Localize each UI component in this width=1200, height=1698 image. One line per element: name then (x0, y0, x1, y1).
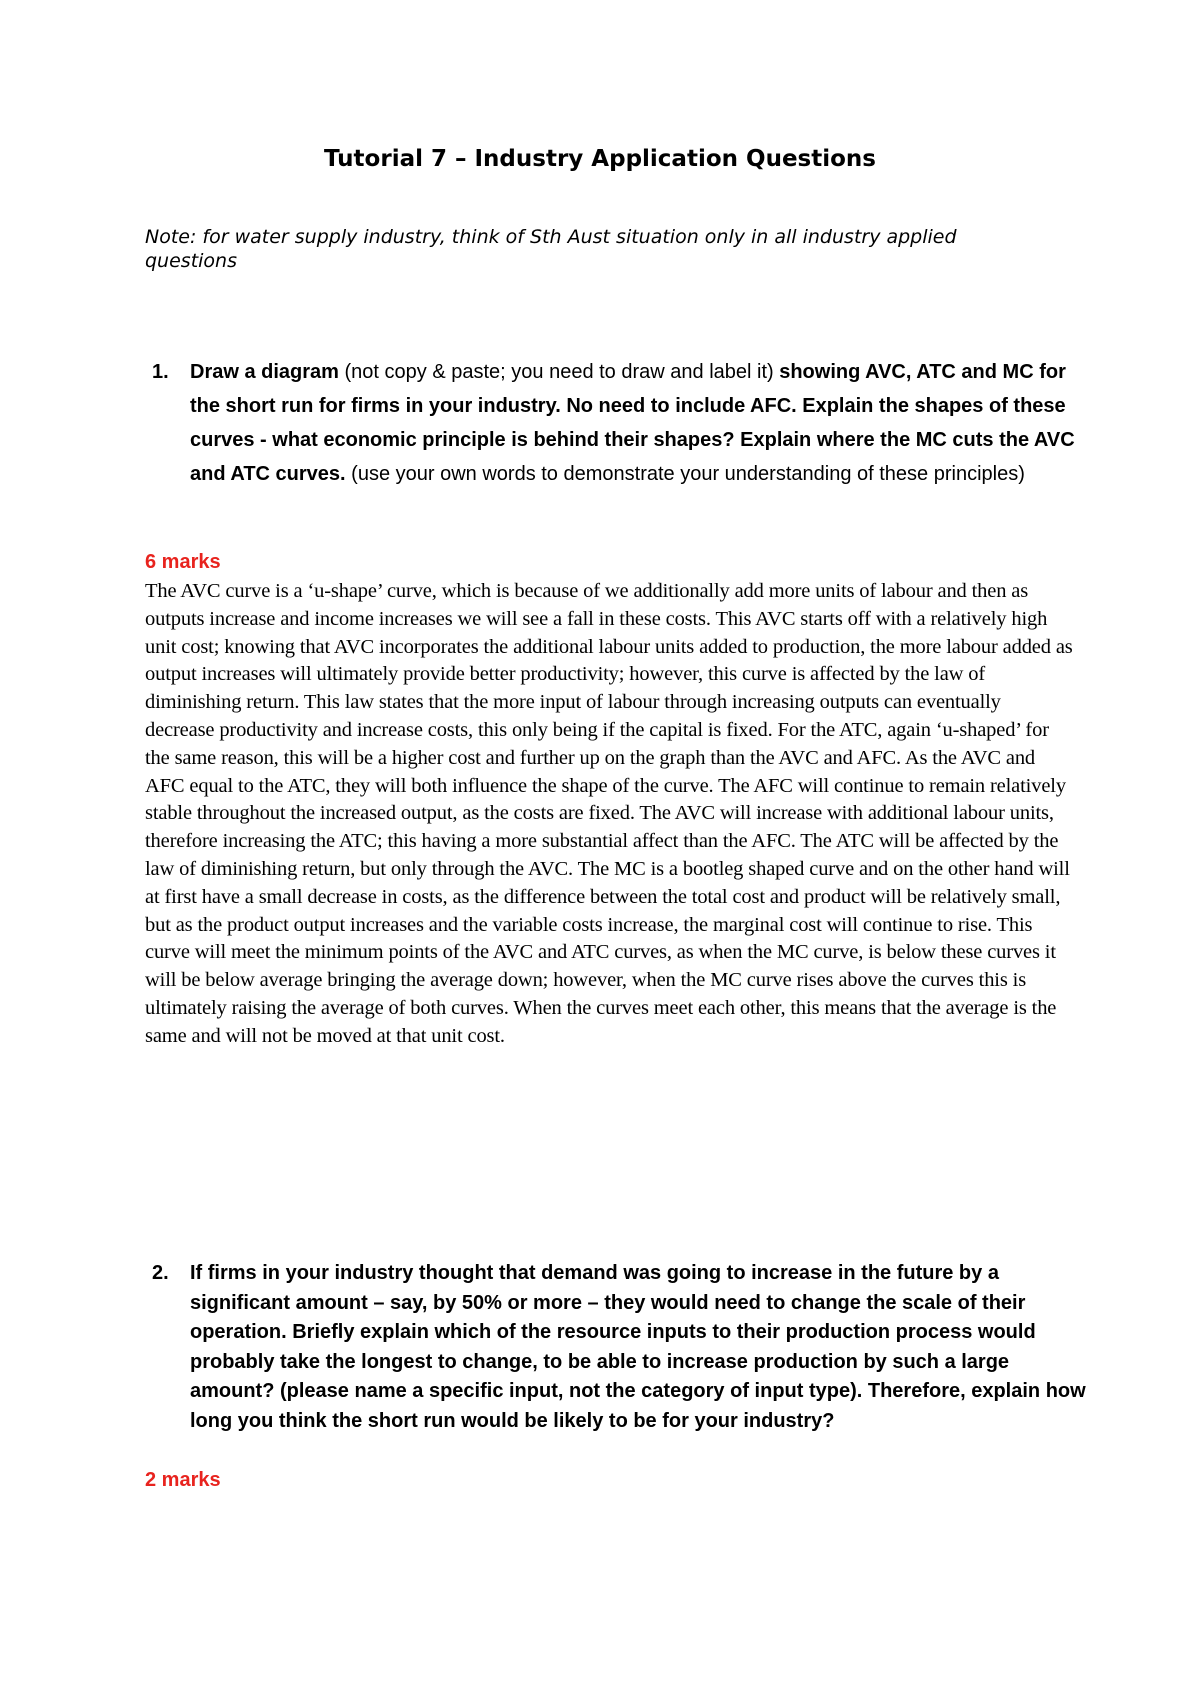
question-1-text (190, 355, 1090, 491)
question-1-part-2: (not copy & paste; you need to draw and label it) (338, 361, 780, 383)
document-title: Tutorial 7 – Industry Application Questions (324, 146, 876, 172)
question-1-part-4: (use your own words to demonstrate your understanding of these principles) (345, 463, 1025, 485)
question-1-number: 1. (152, 361, 169, 383)
note-text: Note: for water supply industry, think of Sth Aust situation only in all industry applied questions (145, 226, 957, 272)
question-1-marks: 6 marks (145, 551, 221, 573)
question-1-part-3: showing AVC, ATC and MC for the short run for firms in your industry. No need to include AFC. Explain the shapes of these curves - what economic principle is behind their shapes? Explain where the MC cuts the AVC and ATC curves. (190, 361, 1075, 485)
question-2-body: If firms in your industry thought that demand was going to increase in the future by a significant amount – say, by 50% or more – they would need to change the scale of their operation. Briefly explain which of the resource inputs to their production process would probably take the longest to change, to be able to increase production by such a large amount? (please name a specific input, not the category of input type). Therefore, explain how long you think the short run would be likely to be for your industry? (190, 1262, 1086, 1432)
question-1-answer: The AVC curve is a ‘u-shape’ curve, which is because of we additionally add more units of labour and then as outputs increase and income increases we will see a fall in these costs. This AVC starts off with a relatively high unit cost; knowing that AVC incorporates the additional labour units added to production, the more labour added as output increases will ultimately provide better productivity; however, this curve is affected by the law of diminishing return. This law states that the more input of labour through increasing outputs can eventually decrease productivity and increase costs, this only being if the capital is fixed. For the ATC, again ‘u-shaped’ for the same reason, this will be a higher cost and further up on the graph than the AVC and AFC. As the AVC and AFC equal to the ATC, they will both influence the shape of the curve. The AFC will continue to remain relatively stable throughout the increased output, as the costs are fixed. The AVC will increase with additional labour units, therefore increasing the ATC; this having a more substantial affect than the AFC. The ATC will be affected by the law of diminishing return, but only through the AVC. The MC is a bootleg shaped curve and on the other hand will at first have a small decrease in costs, as the difference between the total cost and product will be relatively small, but as the product output increases and the variable costs increase, the marginal cost will continue to rise. This curve will meet the minimum points of the AVC and ATC curves, as when the MC curve, is below these curves it will be below average bringing the average down; however, when the MC curve rises above the curves this is ultimately raising the average of both curves. When the curves meet each other, this means that the average is the same and will not be moved at that unit cost. (145, 580, 1073, 1047)
question-2-text (190, 1259, 1090, 1436)
question-2-number: 2. (152, 1262, 169, 1284)
question-1-part-1: Draw a diagram (190, 361, 339, 383)
question-2-marks: 2 marks (145, 1469, 221, 1491)
